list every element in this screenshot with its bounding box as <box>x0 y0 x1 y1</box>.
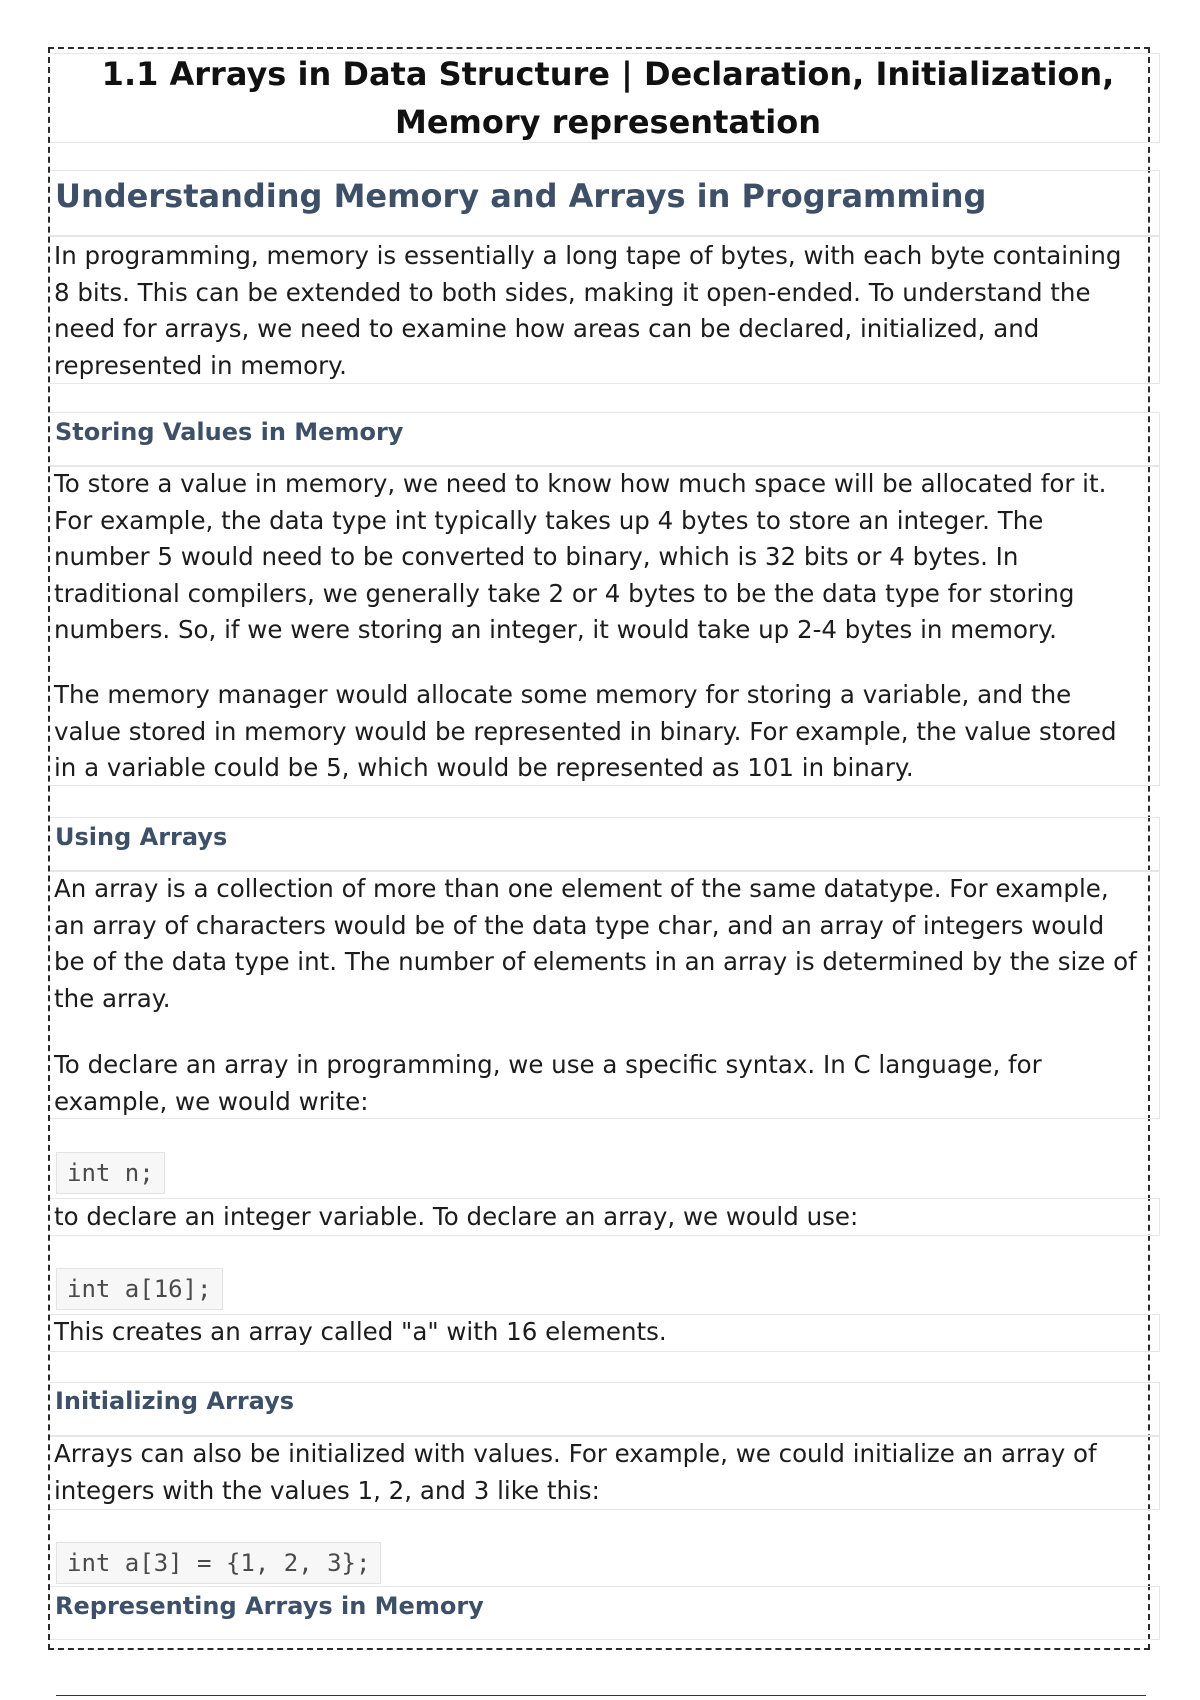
paragraph-storing-values-2 <box>54 677 1169 787</box>
paragraph-line: number 5 would need to be converted to binary, which is 32 bits or 4 bytes. In <box>54 542 1019 571</box>
paragraph-line: example, we would write: <box>54 1086 369 1116</box>
paragraph-line: traditional compilers, we generally take 2 or 4 bytes to be the data type for storing <box>54 578 1075 608</box>
page-bottom-rule <box>56 1695 1146 1696</box>
code-snippet-int-a16: int a[16]; <box>56 1268 223 1310</box>
paragraph-declare-array: to declare an integer variable. To declare an array, we would use: <box>54 1202 859 1231</box>
paragraph-line: value stored in memory would be represented in binary. For example, the value stored <box>54 716 1117 746</box>
paragraph-line: 8 bits. This can be extended to both sides, making it open-ended. To understand the <box>54 277 1091 307</box>
paragraph-line: an array of characters would be of the data type char, and an array of integers would <box>54 910 1105 940</box>
section-heading-storing-values: Storing Values in Memory <box>55 418 404 446</box>
document-title <box>54 50 1162 146</box>
paragraph-storing-values-1 <box>54 466 1169 649</box>
paragraph-line: be of the data type int. The number of elements in an array is determined by the size of <box>54 947 1137 976</box>
paragraph-using-arrays-2 <box>54 1047 1169 1120</box>
document-title-line-2: Memory representation <box>395 103 821 141</box>
paragraph-line: the array. <box>54 983 171 1013</box>
paragraph-line: In programming, memory is essentially a long tape of bytes, with each byte containing <box>54 241 1122 270</box>
section-heading-initializing-arrays: Initializing Arrays <box>55 1387 295 1415</box>
section-heading-using-arrays: Using Arrays <box>55 823 228 851</box>
code-snippet-array-init: int a[3] = {1, 2, 3}; <box>56 1542 381 1584</box>
paragraph-initializing-arrays <box>54 1436 1169 1509</box>
paragraph-line: Arrays can also be initialized with values. For example, we could initialize an array of <box>54 1439 1097 1468</box>
paragraph-using-arrays-1 <box>54 871 1169 1017</box>
paragraph-array-created: This creates an array called "a" with 16 elements. <box>54 1317 667 1346</box>
document-title-line-1: 1.1 Arrays in Data Structure | Declaration, Initialization, <box>101 55 1115 93</box>
paragraph-line: For example, the data type int typically takes up 4 bytes to store an integer. The <box>54 505 1044 535</box>
paragraph-line: integers with the values 1, 2, and 3 like this: <box>54 1475 600 1505</box>
paragraph-line: To declare an array in programming, we use a specific syntax. In C language, for <box>54 1050 1042 1079</box>
paragraph-line: The memory manager would allocate some memory for storing a variable, and the <box>54 680 1072 709</box>
paragraph-line: in a variable could be 5, which would be represented as 101 in binary. <box>54 753 914 782</box>
paragraph-memory-intro <box>54 238 1169 384</box>
paragraph-line: numbers. So, if we were storing an integer, it would take up 2-4 bytes in memory. <box>54 615 1057 644</box>
paragraph-line: represented in memory. <box>54 350 347 380</box>
code-snippet-int-n: int n; <box>56 1152 165 1194</box>
paragraph-line: need for arrays, we need to examine how areas can be declared, initialized, and <box>54 314 1040 343</box>
section-heading-memory-arrays: Understanding Memory and Arrays in Programming <box>55 177 987 215</box>
paragraph-line: An array is a collection of more than one element of the same datatype. For example, <box>54 874 1109 903</box>
paragraph-line: To store a value in memory, we need to know how much space will be allocated for it. <box>54 469 1107 498</box>
section-heading-representing-arrays: Representing Arrays in Memory <box>55 1592 484 1620</box>
